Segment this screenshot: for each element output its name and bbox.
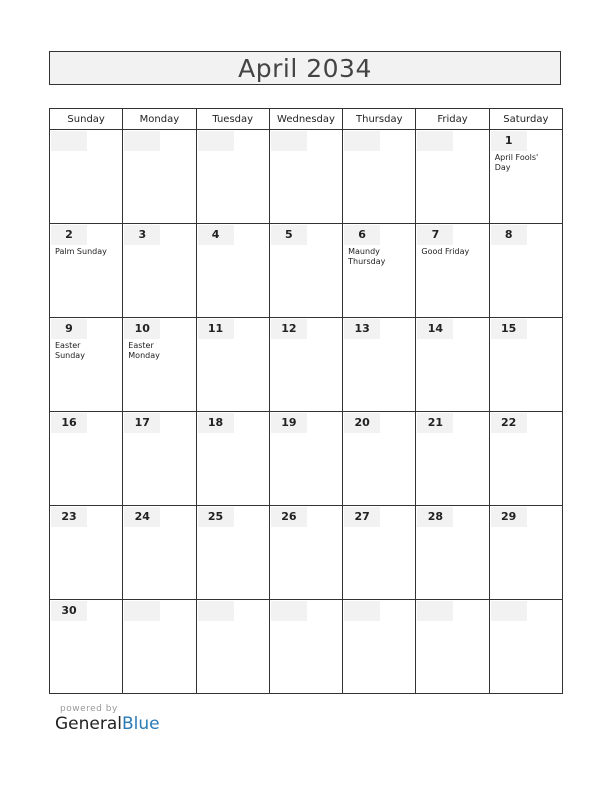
calendar-week-row <box>50 318 563 412</box>
weekday-friday: Friday <box>416 109 489 130</box>
day-number: 18 <box>198 413 234 433</box>
day-number: 9 <box>51 319 87 339</box>
generalblue-logo[interactable] <box>55 714 160 734</box>
weekday-saturday: Saturday <box>489 109 562 130</box>
calendar-grid <box>49 108 563 694</box>
calendar-week-row <box>50 600 563 694</box>
day-number <box>417 131 453 151</box>
day-number: 5 <box>271 225 307 245</box>
weekday-sunday: Sunday <box>50 109 123 130</box>
calendar-day-cell <box>50 412 123 506</box>
day-number: 26 <box>271 507 307 527</box>
holiday-label: Maundy Thursday <box>348 247 386 266</box>
calendar-day-cell <box>50 224 123 318</box>
day-number <box>491 601 527 621</box>
day-number: 19 <box>271 413 307 433</box>
calendar-day-cell <box>123 224 196 318</box>
calendar-day-cell <box>196 130 269 224</box>
day-number: 2 <box>51 225 87 245</box>
calendar-day-cell <box>123 318 196 412</box>
day-number: 17 <box>124 413 160 433</box>
day-number: 8 <box>491 225 527 245</box>
calendar-day-cell <box>196 506 269 600</box>
day-number: 20 <box>344 413 380 433</box>
brand-blue-text: Blue <box>122 714 160 734</box>
day-number <box>124 601 160 621</box>
holiday-label: Easter Monday <box>128 341 160 360</box>
day-number: 13 <box>344 319 380 339</box>
day-number: 10 <box>124 319 160 339</box>
calendar-day-cell <box>416 600 489 694</box>
calendar-day-cell <box>196 318 269 412</box>
day-number <box>271 131 307 151</box>
calendar-day-cell <box>343 506 416 600</box>
calendar-day-cell <box>123 130 196 224</box>
calendar-day-cell <box>269 224 342 318</box>
calendar-day-cell <box>416 224 489 318</box>
day-number: 21 <box>417 413 453 433</box>
calendar-day-cell <box>123 600 196 694</box>
weekday-thursday: Thursday <box>343 109 416 130</box>
day-number: 1 <box>491 131 527 151</box>
calendar-day-cell <box>196 412 269 506</box>
calendar-day-cell <box>416 130 489 224</box>
calendar-week-row <box>50 130 563 224</box>
brand-general-text: General <box>55 714 122 734</box>
day-number <box>198 601 234 621</box>
weekday-monday: Monday <box>123 109 196 130</box>
day-number <box>198 131 234 151</box>
calendar-day-cell <box>343 318 416 412</box>
holiday-label: April Fools' Day <box>494 153 539 172</box>
day-number: 7 <box>417 225 453 245</box>
calendar-day-cell <box>50 600 123 694</box>
calendar-week-row <box>50 506 563 600</box>
calendar-day-cell <box>343 224 416 318</box>
calendar-day-cell <box>343 130 416 224</box>
day-number: 4 <box>198 225 234 245</box>
day-number: 22 <box>491 413 527 433</box>
calendar-title: April 2034 <box>238 53 372 83</box>
day-number: 11 <box>198 319 234 339</box>
calendar-day-cell <box>343 412 416 506</box>
holiday-label: Good Friday <box>421 247 470 256</box>
day-number <box>124 131 160 151</box>
calendar-day-cell <box>196 600 269 694</box>
weekday-tuesday: Tuesday <box>196 109 269 130</box>
calendar-day-cell <box>489 412 562 506</box>
calendar-title-box <box>49 51 561 85</box>
calendar-week-row <box>50 412 563 506</box>
day-number: 6 <box>344 225 380 245</box>
day-number: 23 <box>51 507 87 527</box>
calendar-day-cell <box>269 600 342 694</box>
day-number <box>344 601 380 621</box>
day-number: 30 <box>51 601 87 621</box>
calendar-day-cell <box>50 318 123 412</box>
day-number: 12 <box>271 319 307 339</box>
calendar-day-cell <box>123 506 196 600</box>
calendar-day-cell <box>343 600 416 694</box>
holiday-label: Easter Sunday <box>55 341 85 360</box>
calendar-day-cell <box>50 506 123 600</box>
calendar-day-cell <box>50 130 123 224</box>
calendar-day-cell <box>489 506 562 600</box>
day-number <box>344 131 380 151</box>
powered-by-label: powered by <box>60 704 118 714</box>
day-number: 27 <box>344 507 380 527</box>
holiday-label: Palm Sunday <box>55 247 107 256</box>
day-number <box>51 131 87 151</box>
day-number: 29 <box>491 507 527 527</box>
calendar-day-cell <box>269 318 342 412</box>
calendar-day-cell <box>269 130 342 224</box>
calendar-week-row <box>50 224 563 318</box>
calendar-day-cell <box>489 130 562 224</box>
calendar-day-cell <box>416 412 489 506</box>
day-number: 3 <box>124 225 160 245</box>
calendar-day-cell <box>489 224 562 318</box>
day-number: 14 <box>417 319 453 339</box>
calendar-day-cell <box>196 224 269 318</box>
day-number: 25 <box>198 507 234 527</box>
day-number: 24 <box>124 507 160 527</box>
calendar-day-cell <box>489 600 562 694</box>
day-number <box>271 601 307 621</box>
day-number: 16 <box>51 413 87 433</box>
calendar-day-cell <box>269 506 342 600</box>
day-number: 15 <box>491 319 527 339</box>
calendar-day-cell <box>123 412 196 506</box>
weekday-header-row <box>50 109 563 130</box>
day-number <box>417 601 453 621</box>
calendar-day-cell <box>269 412 342 506</box>
weekday-wednesday: Wednesday <box>269 109 342 130</box>
calendar-day-cell <box>489 318 562 412</box>
calendar-day-cell <box>416 318 489 412</box>
day-number: 28 <box>417 507 453 527</box>
calendar-day-cell <box>416 506 489 600</box>
